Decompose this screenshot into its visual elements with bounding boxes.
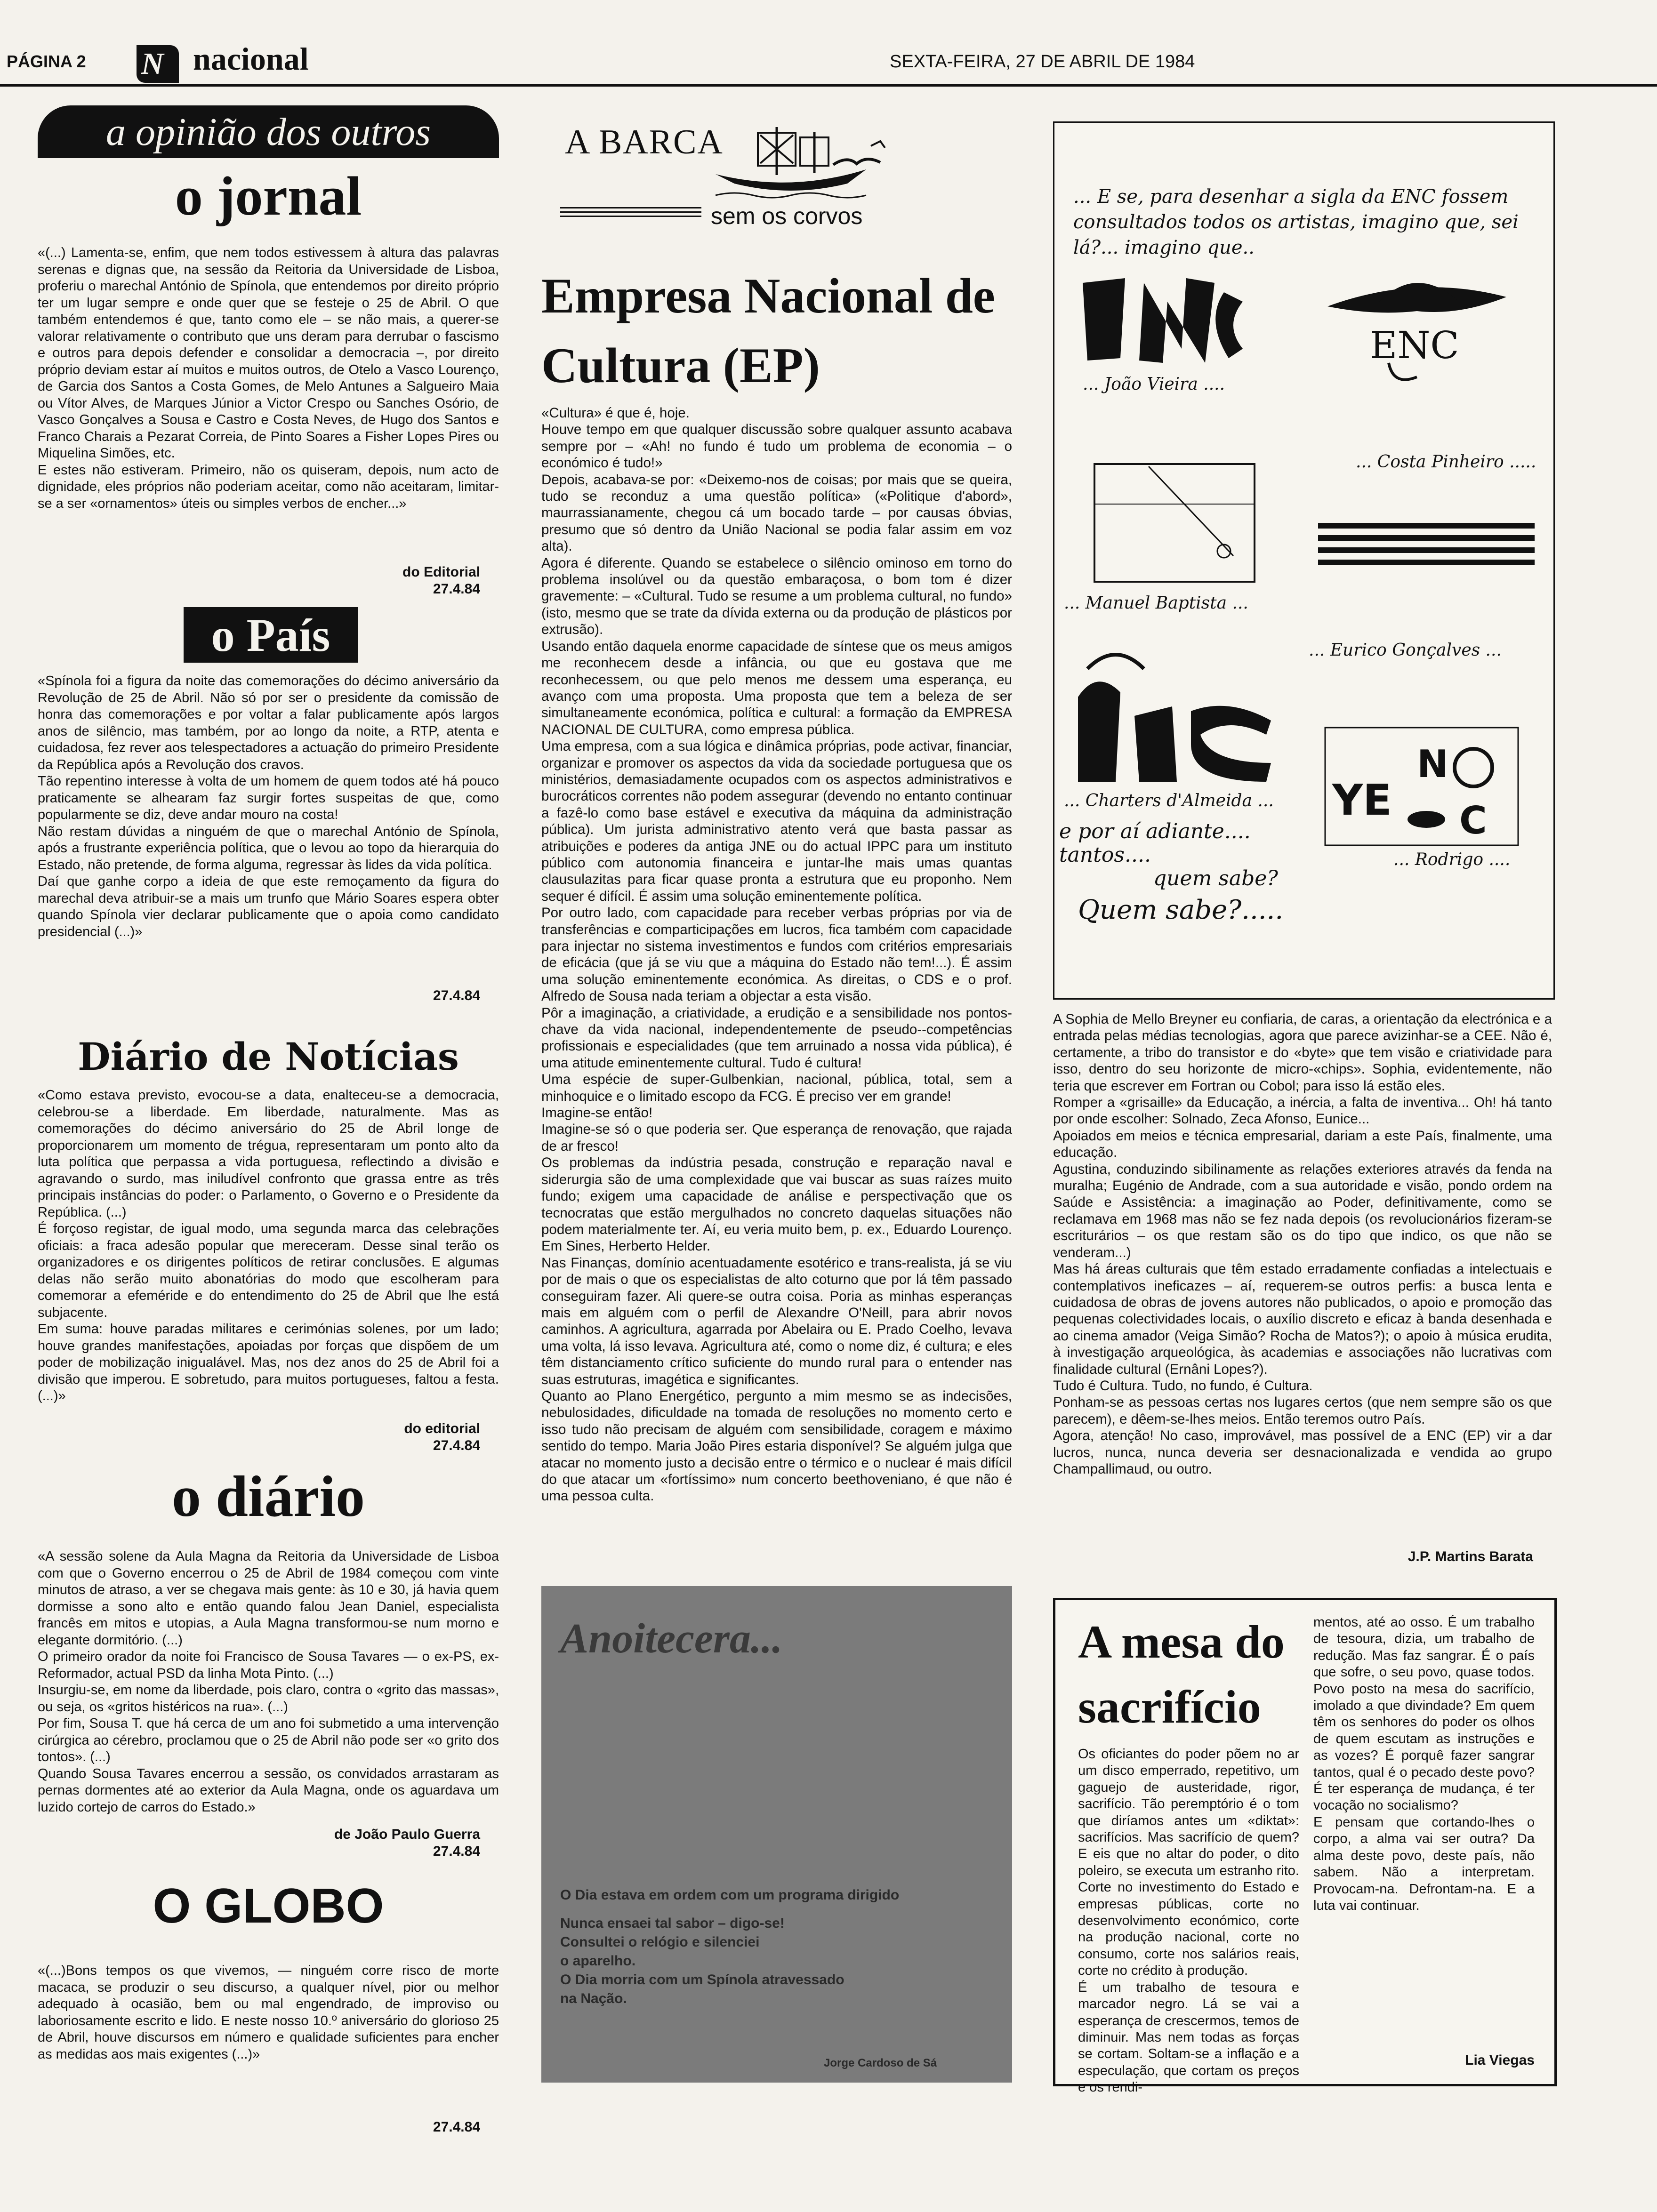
mesa-text-left: Os oficiantes do poder põem no ar um disco emperrado, repetitivo, um gaguejo de austeridade, rigor, sacrifício. Tão peremptório é o tom que diríamos antes um «diktat»: sacrifícios. Mas sacrifício de quem? E eis que no altar do poder, o dito poleiro, se executa um estranho rito. Corte no investimento do Estado e empresas públicas, corte no desenvolvimento económico, corte na produção nacional, corte no consumo, corte nos salários reais, corte no crédito à produção. É um trabalho de tesoura e marcador negro. Lá se vai a esperança de crescermos, temos de diminuir. Mas nem todas as forças se cortam. Soltam-se a inflação e a especulação, que cortam os preços e os rendi- [1078, 1747, 1299, 2095]
mesa-signature: Lia Viegas [1465, 2052, 1535, 2068]
art-footer-2: tantos.... [1059, 843, 1151, 867]
art-footer-4: Quem sabe?..... [1078, 895, 1284, 925]
ojornal-text: «(...) Lamenta-se, enfim, que nem todos estivessem à altura das palavras serenas e dignas que, na sessão da Reitoria da Universidade de Lisboa, proferiu o marechal António de Spínola, que entendemos por direito próprio ter um lugar sempre e onde quer que se festeje o 25 de Abril. O que também entendemos é que, tanto como ele – se não mais, a querer-se valorar relativamente o contributo que uns deram para derrubar o fascismo e outros para depois defender e consolidar a democracia –, por direito próprio deviam estar aí muitos e muitos outros, de Otelo a Vasco Lourenço, de Garcia dos Santos a Costa Gomes, de Melo Antunes a Salgueiro Maia ou Vítor Alves, de Marques Júnior a Victor Crespo ou Sanches Osório, de Vasco Gonçalves a Sousa e Castro e Costa Neves, de Hugo dos Santos e Franco Charais a Pezarat Correia, de Pinto Soares a Fisher Lopes Pires ou Miquelina Simões, etc. E estes não estiveram. Primeiro, não os quiseram, depois, num acto de dignidade, eles próprios não poderiam aceitar, como não aceitaram, limitar-se a ser «ornamentos» úteis ou simples verbos de encher...» [38, 245, 499, 511]
svg-text:C: C [1459, 799, 1487, 842]
enc-logo-illustration [1053, 121, 1555, 1000]
enc-logo-baptista [1092, 462, 1262, 589]
ojornal-signature: do Editorial [402, 564, 480, 580]
photo-credit: Jorge Cardoso de Sá [824, 2057, 937, 2069]
odiario-date: 27.4.84 [433, 1843, 480, 1859]
photo-line-5: O Dia morria com um Spínola atravessado [560, 1972, 845, 1988]
dn-text: «Como estava previsto, evocou-se a data, enalteceu-se a democracia, celebrou-se a liberdade. Em liberdade, naturalmente. Mas as comemorações do décimo aniversário do 25 de Abril longe de proporcionarem um momento de trégua, representaram um ponto alto da luta política que perpassa a vida portuguesa, reflectindo a divisão e agravando o surdo, mas iniludível confronto que grassa entre as três principais instâncias do poder: o Parlamento, o Governo e o Presidente da República. (...) É forçoso registar, de igual modo, uma segunda marca das celebrações oficiais: a fraca adesão popular que mereceram. Desse sinal terão os organizadores e os dirigentes políticos de retirar conclusões. E algumas delas não serão muito abonatórias do modo que escolheram para comemorar a efeméride e do entendimento do 25 de Abril que lhe está subjacente. Em suma: houve paradas militares e cerimónias solenes, por um lado; houve grandes manifestações, apoiadas por forças que dispõem de um poder de mobilização inigualável. Mas, nos dez anos do 25 de Abril foi a divisão que imperou. E sobretudo, para muitos portugueses, faltou a festa. (...)» [38, 1088, 499, 1403]
article-body-continued: A Sophia de Mello Breyner eu confiaria, de caras, a orientação da electrónica e a entrada pelas médias tecnologias, agora que parece avizinhar-se a CEE. Não é, certamente, a tribo do transistor e do «byte» que tem visão e criatividade para isso, dentro do seu horizonte de micro-«chips». Sophia, evidentemente, não teria que escrever em Fortran ou Cobol; para isso lá estão eles. Romper a «grisaille» da Educação, a inércia, a falta de inventiva... Oh! há tanto por onde escolher: Solnado, Zeca Afonso, Eunice... Apoiados em meios e técnica empresarial, dariam a este País, finalmente, uma educação. Agustina, conduzindo sibilinamente as relações exteriores através da fenda na muralha; Eugénio de Andrade, com a sua autoridade e visão, pondo ordem na Saúde e Assistência: a imaginação ao Poder, definitivamente, como se reclamava em 1968 mas não se fez nada depois (os revolucionários fizeram-se escriturários – os que restam são os do tipo que indico, os que não se venderam...) Mas há áreas culturais que têm estado erradamente confiadas a intelectuais e contemplativos ineficazes – aí, requerem-se outros perfis: a busca lenta e cuidadosa de obras de jovens autores não publicados, o apoio e promoção das pequenas colectividades locais, o auxílio discreto e eficaz à banda desenhada e ao cinema amador (Veiga Simão? Rocha de Matos?); o apoio à música erudita, à investigação arqueológica, às academias e associações não lucrativas com finalidade cultural (Ernâni Lopes?). Tudo é Cultura. Tudo, no fundo, é Cultura. Ponham-se as pessoas certas nos lugares certos (que nem sempre são os que parecem), e dêem-se-lhes meios. Então teremos outro País. Agora, atenção! No caso, improvável, mas possível de a ENC (EP) vir a dar lucros, nunca, nunca deveria ser desnacionalizada e vendida ao grupo Champallimaud, ou outro. [1053, 1011, 1552, 1477]
dn-signature: do editorial [404, 1421, 480, 1436]
opais-title: o País [184, 607, 358, 663]
newspaper-logo: N [137, 45, 179, 83]
section-title: nacional [193, 41, 309, 77]
photo-line-6: na Nação. [560, 1991, 627, 2006]
enc-logo-pinheiro [1318, 264, 1516, 396]
article-signature: J.P. Martins Barata [1408, 1549, 1533, 1564]
oglobo-title: O GLOBO [153, 1879, 384, 1933]
photo-illustration [541, 1586, 1012, 2083]
oglobo-date: 27.4.84 [433, 2119, 480, 2135]
art-caption: ... E se, para desenhar a sigla da ENC fossem consultados todos os artistas, imagino que, sei lá?... imagino que.. [1073, 186, 1519, 258]
photo-line-3: Consultei o relógio e silenciei [560, 1934, 760, 1950]
enc-logo-rodrigo [1323, 725, 1520, 848]
art-footer-1: e por aí adiante.... [1059, 819, 1251, 843]
mesa-headline: A mesa do sacrifício [1078, 1616, 1285, 1733]
oglobo-text: «(...)Bons tempos os que vivemos, — ninguém corre risco de morte macaca, se produzir o seu discurso, a qualquer nível, pior ou melhor adequado à ocasião, bem ou mal engendrado, de improviso ou laboriosamente escrito e lido. E neste nosso 10.º aniversário do glorioso 25 de Abril, houve discursos em número e qualidade suficientes para encher as medidas aos mais exigentes (...)» [38, 1963, 499, 2062]
photo-line-1: O Dia estava em ordem com um programa dirigido [560, 1887, 900, 1903]
art-footer-3: quem sabe? [1153, 866, 1278, 890]
odiario-title: o diário [172, 1464, 365, 1529]
mesa-text-right: mentos, até ao osso. É um trabalho de tesoura, dizia, um trabalho de redução. Mas faz sangrar. É o país que sofre, o seu povo, quase todos. Povo posto na mesa do sacrifício, imolado a que divindade? Em quem têm os senhores do poder os olhos de quem escutam as instruções e as vozes? É porquê fazer sangrar tantos, qual é o pecado deste povo? É ter esperança de mudança, é ter vocação no socialismo? E pensam que cortando-lhes o corpo, a alma vai ser outra? Da alma deste povo, deste país, não sabem. Não a interpretam. Provocam-na. Defrontam-na. E a luta vai continuar. [1313, 1615, 1535, 1913]
artist-baptista: ... Manuel Baptista ... [1064, 593, 1248, 613]
enc-logo-goncalves [1318, 523, 1535, 570]
svg-text:N: N [1417, 742, 1448, 786]
ojornal-title: o jornal [175, 165, 362, 227]
enc-logo-vieira [1073, 264, 1252, 372]
photo-title: Anoitecera... [560, 1615, 783, 1662]
artist-rodrigo: ... Rodrigo .... [1393, 850, 1511, 869]
column-logo-title: A BARCA [565, 123, 724, 161]
odiario-signature: de João Paulo Guerra [334, 1827, 480, 1842]
artist-almeida: ... Charters d'Almeida ... [1064, 791, 1274, 810]
photo-line-4: o aparelho. [560, 1953, 636, 1969]
masthead-rule [0, 84, 1657, 87]
artist-pinheiro: ... Costa Pinheiro ..... [1356, 452, 1536, 472]
birds-icon [828, 136, 894, 179]
odiario-text: «A sessão solene da Aula Magna da Reitoria da Universidade de Lisboa com que o Governo encerrou o 25 de Abril de 1984 começou com vinte minutos de atraso, a ver se chegava mais gente: às 10 e 30, já havia quem dormisse a sono alto e então quando falou Jean Daniel, especialista francês em mitos e utopias, a Aula Magna transformou-se num morno e elegante dormitório. (...) O primeiro orador da noite foi Francisco de Sousa Tavares — o ex-PS, ex-Reformador, actual PSD da linha Mota Pinto. (...) Insurgiu-se, em nome da liberdade, pois claro, contra o «grito das massas», ou seja, os «gritos histéricos na rua». (...) Por fim, Sousa T. que há cerca de um ano foi submetido a uma intervenção cirúrgica ao cérebro, proclamou que o 25 de Abril não pode ser «o grito dos tontos». (...) Quando Sousa Tavares encerrou a sessão, os convidados arrastaram as pernas dormentes até ao exterior da Aula Magna, onde os aguardava um luzido cortejo de carros do Estado.» [38, 1549, 499, 1815]
page-number: PÁGINA 2 [7, 52, 86, 71]
artist-goncalves: ... Eurico Gonçalves ... [1309, 641, 1502, 660]
ojornal-date: 27.4.84 [433, 581, 480, 597]
enc-logo-almeida [1069, 641, 1285, 791]
article-body: «Cultura» é que é, hoje. Houve tempo em que qualquer discussão sobre qualquer assunto acabava sempre por – «Ah! no fundo é tudo um problema de economia – o económico é tudo!» Depois, acabava-se por: «Deixemo-nos de coisas; por mais que se queira, tudo se reconduz a uma questão política» («Politique d'abord», maurrassianamente, chegou cá um bocado tarde – por causas óbvias, presumo que só dentro da União Nacional se podia falar assim em voz alta). Agora é diferente. Quando se estabelece o silêncio ominoso em torno do problema insolúvel ou da questão embaraçosa, o bom tom é dizer gravemente: – «Cultural. Tudo se resume a um problema cultural, no fundo» (isto, mesmo que se trate da dívida externa ou da produção de plásticos por extrusão). Usando então daquela enorme capacidade de síntese que os meus amigos me reconhecem desde a infância, ou que eu gostava que me reconhecessem, ou que pelo menos me dessem uma esperança, eu avanço com uma proposta. Uma proposta que tem a beleza de ser simultaneamente económica, política e cultural: a formação da EMPRESA NACIONAL DE CULTURA, como empresa pública. Uma empresa, com a sua lógica e dinâmica próprias, pode activar, financiar, organizar e promover os aspectos da vida da sociedade portuguesa que os ministérios, demasiadamente ocupados com os aspectos administrativos e burocráticos correntes não podem assegurar (devendo no entanto continuar a fazê-lo como base estável e executiva da máquina da administração pública). Um jurista administrativo atento verá que basta passar as atribuições e poderes da antiga JNE ou do actual IPPC para um instituto público com autonomia financeira e juntar-lhe mais umas quantas clausulazitas para ficar quase pronta a estrutura que eu proponho. Nem sequer é difícil. É assim uma solução eminentemente política. Por outro lado, com capacidade para receber verbas próprias por via de transferências e comparticipações em lucros, fica também com capacidade para injectar no sistema investimentos e fundos com critérios empresariais de eficácia (que já se viu que a máquina do Estado não tem!...). É assim uma solução eminentemente económica. As direitas, o CDS e o prof. Alfredo de Sousa nada teriam a objectar a esta visão. Pôr a imaginação, a criatividade, a erudição e a sensibilidade nos pontos-chave da vida nacional, independentemente de pseudo--competências profissionais e especialidades (que tem arruinado a nossa vida pública), é uma atitude eminentemente cultural. Tudo é cultura! Uma espécie de super-Gulbenkian, nacional, pública, total, sem a minhoquice e o limitado escopo da FCG. É preciso ver em grande! Imagine-se então! Imagine-se só o que poderia ser. Que esperança de renovação, que rajada de ar fresco! Os problemas da indústria pesada, construção e reparação naval e siderurgia são de uma complexidade que vai buscar as suas raízes muito fundo; exigem uma capacidade de análise e perspectivação que os tecnocratas que estão mergulhados no concreto daquelas situações não podem materialmente ter. Aí, eu veria muito bem, p. ex., Eduardo Lourenço. Em Sines, Herberto Helder. Nas Finanças, domínio acentuadamente esotérico e trans-realista, já se viu por de mais o que os especialistas de alto coturno que por lá têm passado conseguiram fazer. Ali quere-se outra coisa. Poria as minhas esperanças mais em alguém com o perfil de Alexandre O'Neill, para abrir novos caminhos. A agricultura, agarrada por Abelaira ou E. Prado Coelho, levava uma volta, lá isso levava. Agricultura até, como o nome diz, é cultura; e eles têm distanciamento crítico suficiente do mundo rural para o entender nas suas estruturas, imagética e significantes. Quanto ao Plano Energético, pergunto a mim mesmo se as indecisões, nebulosidades, dificuldade na tomada de resoluções no momento certo e isso tudo não precisam de alguém com sensibilidade, coragem e máximo sentido do tempo. Maria João Pires estaria disponível? Se alguém julga que atacar no momento justo a decisão entre o térmico e o nuclear é mais difícil do que atacar um «fortíssimo» num concerto beethoveniano, é que não é uma pessoa culta. [541, 405, 1012, 1504]
artist-vieira: ... João Vieira .... [1083, 375, 1225, 394]
opais-date: 27.4.84 [433, 988, 480, 1003]
waves-decoration [560, 207, 701, 220]
dn-date: 27.4.84 [433, 1438, 480, 1453]
opinion-banner [38, 105, 499, 158]
issue-date: SEXTA-FEIRA, 27 DE ABRIL DE 1984 [890, 52, 1195, 72]
svg-text:YE: YE [1332, 776, 1392, 825]
photo-line-2: Nunca ensaei tal sabor – digo-se! [560, 1915, 785, 1931]
svg-text:ENC: ENC [1370, 323, 1459, 367]
dn-title: Diário de Notícias [78, 1034, 459, 1079]
opinion-banner-text: a opinião dos outros [106, 110, 431, 154]
column-logo-subtitle: sem os corvos [711, 203, 863, 229]
opais-text: «Spínola foi a figura da noite das comemorações do décimo aniversário da Revolução de 25 de Abril. Não só por ser o presidente da comissão de honra das comemorações e por voltar a falar publicamente após largos anos de silêncio, mas também, por ao longo da noite, a RTP, atenta e cuidadosa, fez rever aos telespectadores a actuação do primeiro Presidente da República após a Revolução dos cravos. Tão repentino interesse à volta de um homem de quem todos até há pouco praticamente se alhearam faz surgir fortes suspeitas de que, como popularmente se diz, deve andar mouro na costa! Não restam dúvidas a ninguém de que o marechal António de Spínola, após a frustrante experiência política, que o levou ao topo da hierarquia do Estado, não pretende, de forma alguma, regressar às lides da vida política. Daí que ganhe corpo a ideia de que este remoçamento da figura do marechal deva atribuir-se a mais um trunfo que Mário Soares espera obter quando Spínola vier declarar publicamente que o apoia como candidato presidencial (...)» [38, 673, 499, 939]
article-headline: Empresa Nacional de Cultura (EP) [541, 268, 995, 393]
